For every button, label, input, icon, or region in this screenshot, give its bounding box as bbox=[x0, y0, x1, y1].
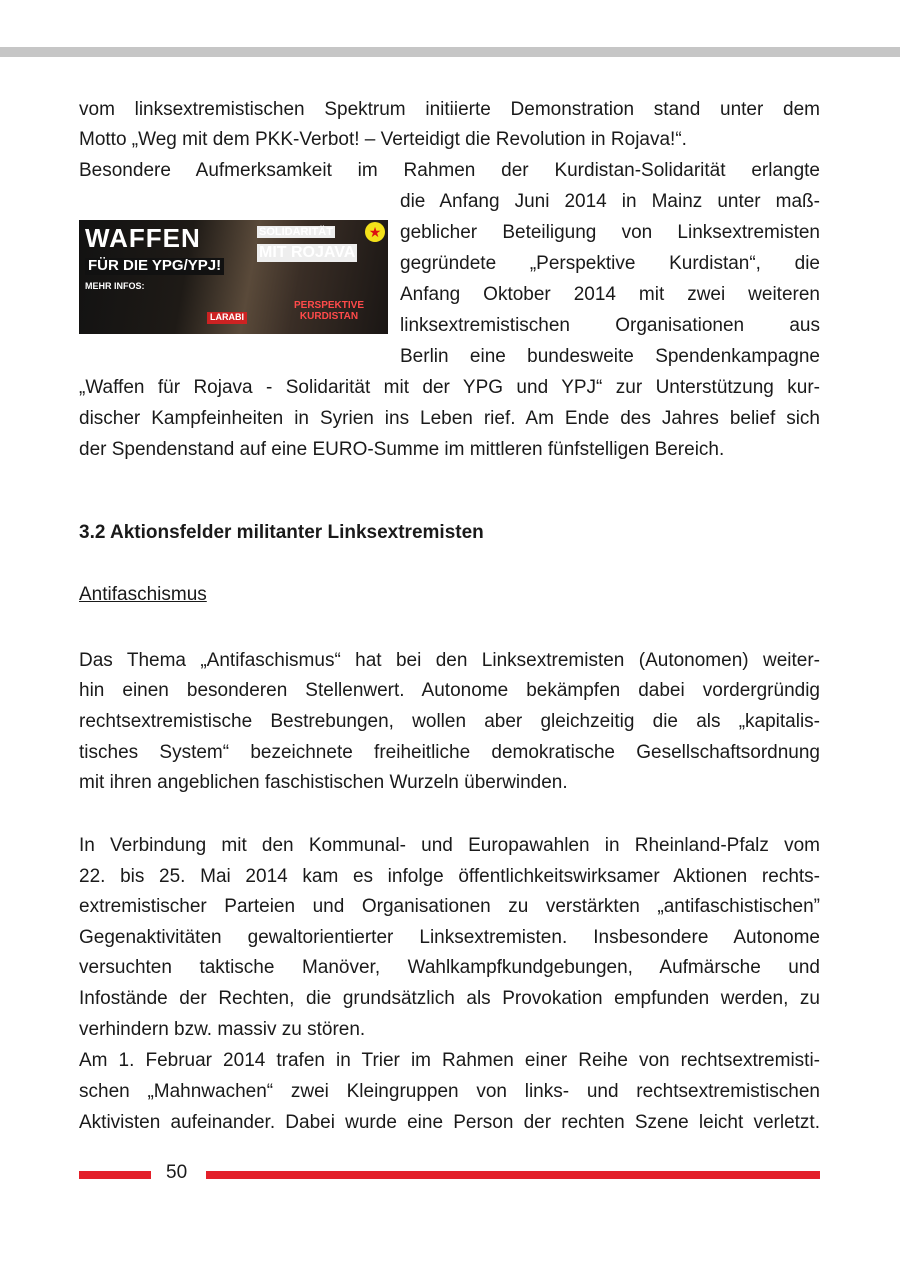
image-text: SOLIDARITÄT bbox=[259, 226, 333, 238]
image-text: MIT ROJAVA bbox=[259, 244, 356, 261]
text-line: geblicher Beteiligung von Linksextremisten bbox=[400, 222, 820, 243]
subsection-heading: Antifaschismus bbox=[79, 584, 207, 605]
text-line: extremistischer Parteien und Organisationen zu verstärkten „antifaschistischen” bbox=[79, 896, 820, 917]
text-line: Infostände der Rechten, die grundsätzlich als Provokation empfunden werden, zu bbox=[79, 988, 820, 1009]
text-line: Besondere Aufmerksamkeit im Rahmen der Kurdistan-Solidarität erlangte bbox=[79, 160, 820, 181]
image-text: MEHR INFOS: bbox=[85, 281, 145, 291]
text-line: die Anfang Juni 2014 in Mainz unter maß- bbox=[400, 191, 820, 212]
image-text: WAFFEN bbox=[85, 223, 201, 253]
text-line: hin einen besonderen Stellenwert. Autonome bekämpfen dabei vordergründig bbox=[79, 680, 820, 701]
text-line: discher Kampfeinheiten in Syrien ins Leben rief. Am Ende des Jahres belief sich bbox=[79, 408, 820, 429]
text-line: rechtsextremistische Bestrebungen, wollen aber gleichzeitig die als „kapitalis- bbox=[79, 711, 820, 732]
image-logo: PERSPEKTIVE KURDISTAN bbox=[293, 300, 365, 322]
text-line: Motto „Weg mit dem PKK-Verbot! – Verteidigt die Revolution in Rojava!“. bbox=[79, 129, 687, 150]
image-text: FÜR DIE YPG/YPJ! bbox=[85, 258, 224, 275]
text-line: der Spendenstand auf eine EURO-Summe im mittleren fünfstelligen Bereich. bbox=[79, 439, 725, 460]
section-heading: 3.2 Aktionsfelder militanter Linksextremisten bbox=[79, 522, 484, 543]
text-line: versuchten taktische Manöver, Wahlkampfkundgebungen, Aufmärsche und bbox=[79, 957, 820, 978]
text-line: Am 1. Februar 2014 trafen in Trier im Rahmen einer Reihe von rechtsextremisti- bbox=[79, 1050, 820, 1071]
text-line: In Verbindung mit den Kommunal- und Europawahlen in Rheinland-Pfalz vom bbox=[79, 835, 820, 856]
text-line: Gegenaktivitäten gewaltorientierter Linksextremisten. Insbesondere Autonome bbox=[79, 927, 820, 948]
text-line: Berlin eine bundesweite Spendenkampagne bbox=[400, 346, 820, 367]
star-logo-icon: ★ bbox=[365, 222, 385, 242]
text-line: linksextremistischen Organisationen aus bbox=[400, 315, 820, 336]
page-number: 50 bbox=[166, 1162, 188, 1183]
text-line: Anfang Oktober 2014 mit zwei weiteren bbox=[400, 284, 820, 305]
text-line: tisches System“ bezeichnete freiheitliche demokratische Gesellschaftsordnung bbox=[79, 742, 820, 763]
footer-bar-right bbox=[206, 1171, 820, 1179]
text-line: „Waffen für Rojava - Solidarität mit der YPG und YPJ“ zur Unterstützung kur- bbox=[79, 377, 820, 398]
image-logo: LARABI bbox=[207, 312, 247, 324]
text-line: mit ihren angeblichen faschistischen Wurzeln überwinden. bbox=[79, 772, 568, 793]
top-divider-bar bbox=[0, 47, 900, 57]
campaign-image bbox=[79, 220, 388, 334]
text-line: vom linksextremistischen Spektrum initiierte Demonstration stand unter dem bbox=[79, 99, 820, 120]
footer-bar-left bbox=[79, 1171, 151, 1179]
text-line: 22. bis 25. Mai 2014 kam es infolge öffentlichkeitswirksamer Aktionen rechts- bbox=[79, 866, 820, 887]
text-line: Das Thema „Antifaschismus“ hat bei den Linksextremisten (Autonomen) weiter- bbox=[79, 650, 820, 671]
text-line: Aktivisten aufeinander. Dabei wurde eine Person der rechten Szene leicht verletzt. bbox=[79, 1112, 820, 1133]
text-line: schen „Mahnwachen“ zwei Kleingruppen von links- und rechtsextremistischen bbox=[79, 1081, 820, 1102]
text-line: gegründete „Perspektive Kurdistan“, die bbox=[400, 253, 820, 274]
text-line: verhindern bzw. massiv zu stören. bbox=[79, 1019, 366, 1040]
